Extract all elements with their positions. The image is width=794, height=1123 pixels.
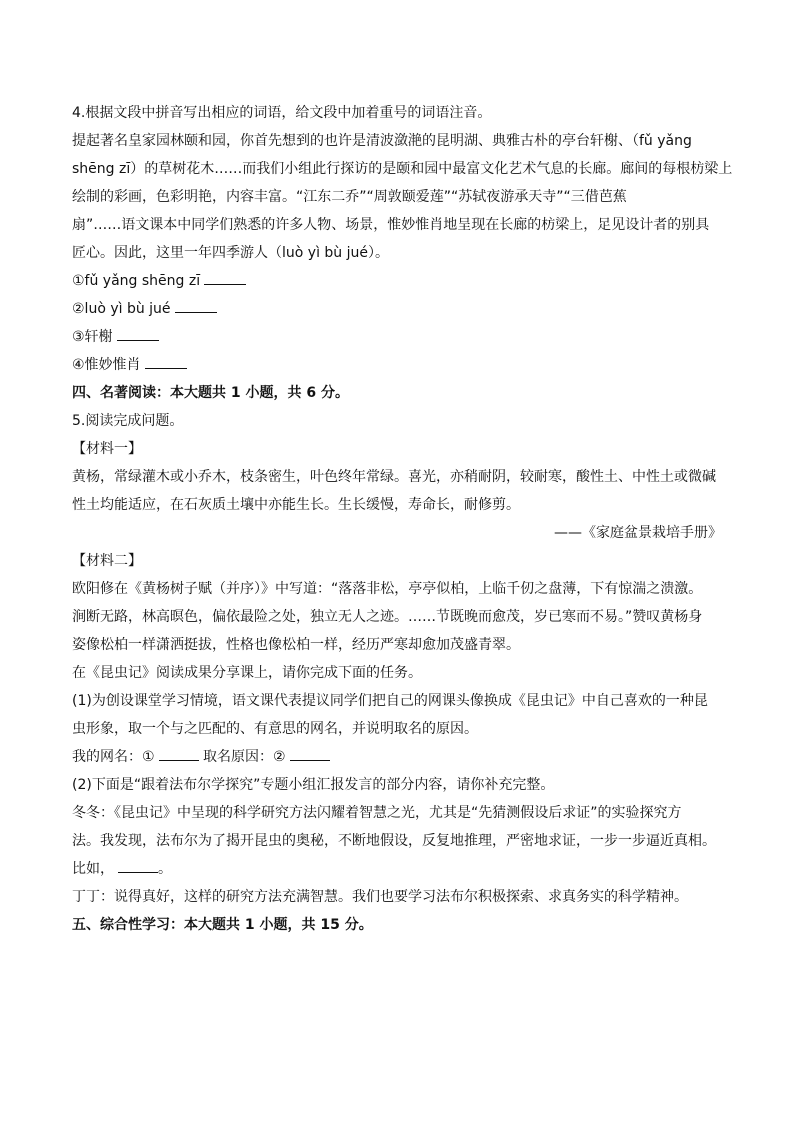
- answer-item: [72, 351, 722, 379]
- answer-label: ④惟妙惟肖: [72, 357, 141, 373]
- answer-label: ③轩榭: [72, 329, 113, 345]
- q4-passage-line: 提起著名皇家园林颐和园，你首先想到的也许是清波潋滟的昆明湖、典雅古朴的亭台轩榭、（fǔ yǎng: [72, 133, 692, 149]
- task-2-line: (2)下面是“跟着法布尔学探究”专题小组汇报发言的部分内容，请你补充完整。: [72, 777, 555, 793]
- q4-passage-line: 绘制的彩画，色彩明艳，内容丰富。“江东二乔”“周敦颐爱莲”“苏轼夜游承天寺”“三借芭蕉: [72, 189, 627, 205]
- material-1-source: ——《家庭盆景栽培手册》: [554, 525, 722, 541]
- answer-label: ②luò yì bù jué: [72, 301, 171, 317]
- answer-blank[interactable]: [204, 270, 246, 285]
- answer-blank[interactable]: [175, 298, 217, 313]
- task-1-line: (1)为创设课堂学习情境，语文课代表提议同学们把自己的网课头像换成《昆虫记》中自己喜欢的一种昆: [72, 693, 708, 709]
- answer-item: [72, 267, 722, 295]
- reason-blank[interactable]: [290, 746, 330, 761]
- example-end: 。: [158, 861, 172, 877]
- material-2-line: 涧断无路，林高暝色，偏依最险之处，独立无人之迹。……节既晚而愈茂，岁已寒而不易。”赞叹黄杨身: [72, 609, 703, 625]
- document-page: [72, 99, 733, 939]
- question-5-title: 5.阅读完成问题。: [72, 413, 184, 429]
- material-2-line: 欧阳修在《黄杨树子赋（并序）》中写道：“落落非松，亭亭似柏，上临千仞之盘薄，下有惊湍之溃激。: [72, 581, 703, 597]
- q4-passage-line: 匠心。因此，这里一年四季游人（luò yì bù jué）。: [72, 245, 389, 261]
- task-1-answer: [72, 743, 722, 771]
- reason-label: 取名原因：②: [203, 749, 286, 765]
- name-label: 我的网名：①: [72, 749, 155, 765]
- answer-item: [72, 295, 722, 323]
- answer-blank[interactable]: [117, 326, 159, 341]
- section-5-heading: 五、综合性学习：本大题共 1 小题，共 15 分。: [72, 917, 373, 933]
- task-1-line: 虫形象，取一个与之匹配的、有意思的网名，并说明取名的原因。: [72, 721, 478, 737]
- material-1-line: 性土均能适应，在石灰质土壤中亦能生长。生长缓慢，寿命长，耐修剪。: [72, 497, 520, 513]
- material-2-line: 姿像松柏一样潇洒挺拔，性格也像松柏一样，经历严寒却愈加茂盛青翠。: [72, 637, 520, 653]
- material-1-line: 黄杨，常绿灌木或小乔木，枝条密生，叶色终年常绿。喜光，亦稍耐阴，较耐寒，酸性土、中性土或微碱: [72, 469, 716, 485]
- answer-label: ①fǔ yǎng shēng zī: [72, 273, 201, 289]
- q4-passage-line: shēng zī）的草树花木……而我们小组此行探访的是颐和园中最富文化艺术气息的长廊。廊间的每根枋梁上: [72, 161, 733, 177]
- answer-blank[interactable]: [145, 354, 187, 369]
- material-1-label: 【材料一】: [72, 441, 142, 457]
- q4-passage-line: 扇”……语文课本中同学们熟悉的许多人物、场景，惟妙惟肖地呈现在长廊的枋梁上，足见设计者的别具: [72, 217, 710, 233]
- name-blank[interactable]: [159, 746, 199, 761]
- section-4-heading: 四、名著阅读：本大题共 1 小题，共 6 分。: [72, 385, 349, 401]
- dongdong-line: 法。我发现，法布尔为了揭开昆虫的奥秘，不断地假设，反复地推理，严密地求证，一步一步逼近真相。: [72, 833, 716, 849]
- dingding-line: 丁丁：说得真好，这样的研究方法充满智慧。我们也要学习法布尔积极探索、求真务实的科学精神。: [72, 889, 688, 905]
- task-intro: 在《昆虫记》阅读成果分享课上，请你完成下面的任务。: [72, 665, 422, 681]
- example-blank[interactable]: [118, 858, 158, 873]
- example-label: 比如，: [72, 861, 114, 877]
- example-line: [72, 855, 722, 883]
- answer-item: [72, 323, 722, 351]
- dongdong-line: 冬冬：《昆虫记》中呈现的科学研究方法闪耀着智慧之光，尤其是“先猜测假设后求证”的实验探究方: [72, 805, 682, 821]
- question-4-title: 4.根据文段中拼音写出相应的词语，给文段中加着重号的词语注音。: [72, 105, 492, 121]
- material-2-label: 【材料二】: [72, 553, 142, 569]
